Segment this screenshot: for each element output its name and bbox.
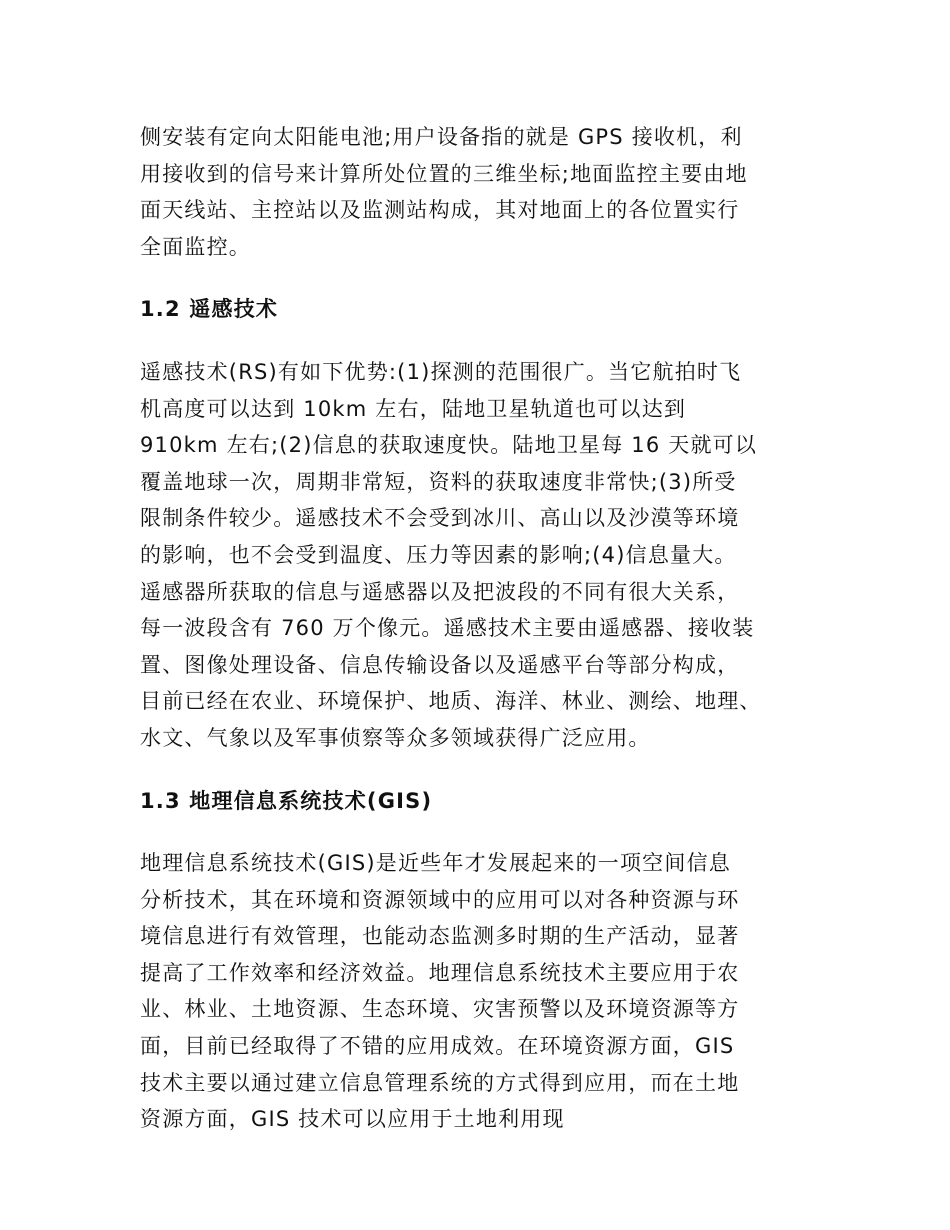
text-line: 覆盖地球一次，周期非常短，资料的获取速度非常快;(3)所受: [140, 469, 737, 494]
text-line: 技术主要以通过建立信息管理系统的方式得到应用，而在土地: [140, 1070, 740, 1095]
text-line: 置、图像处理设备、信息传输设备以及遥感平台等部分构成，: [140, 652, 740, 677]
text-line: 全面监控。: [140, 234, 251, 259]
text-line: 限制条件较少。遥感技术不会受到冰川、高山以及沙漠等环境: [140, 506, 740, 531]
spacer: [140, 328, 812, 354]
text-line: 遥感器所获取的信息与遥感器以及把波段的不同有很大关系，: [140, 579, 740, 604]
text-line: 的影响，也不会受到温度、压力等因素的影响;(4)信息量大。: [140, 542, 737, 567]
paragraph-gps-segments: [140, 119, 812, 265]
paragraph-remote-sensing: [140, 354, 812, 757]
section-heading-gis: 1.3 地理信息系统技术(GIS): [140, 788, 433, 813]
paragraph-gis: [140, 845, 812, 1138]
text-line: 分析技术，其在环境和资源领域中的应用可以对各种资源与环: [140, 887, 740, 912]
text-line: 用接收到的信号来计算所处位置的三维坐标;地面监控主要由地: [140, 161, 748, 186]
text-line: 机高度可以达到 10km 左右，陆地卫星轨道也可以达到: [140, 396, 687, 421]
text-line: 目前已经在农业、环境保护、地质、海洋、林业、测绘、地理、: [140, 689, 762, 714]
text-line: 水文、气象以及军事侦察等众多领域获得广泛应用。: [140, 725, 651, 750]
text-line: 业、林业、土地资源、生态环境、灾害预警以及环境资源等方: [140, 997, 740, 1022]
text-line: 境信息进行有效管理，也能动态监测多时期的生产活动，显著: [140, 924, 740, 949]
text-line: 910km 左右;(2)信息的获取速度快。陆地卫星每 16 天就可以: [140, 433, 758, 458]
spacer: [140, 757, 812, 783]
text-line: 地理信息系统技术(GIS)是近些年才发展起来的一项空间信息: [140, 851, 731, 876]
text-line: 遥感技术(RS)有如下优势:(1)探测的范围很广。当它航拍时飞: [140, 359, 742, 384]
text-line: 侧安装有定向太阳能电池;用户设备指的就是 GPS 接收机，利: [140, 125, 743, 149]
section-heading-remote-sensing: 1.2 遥感技术: [140, 297, 279, 322]
spacer: [140, 819, 812, 845]
text-line: 每一波段含有 760 万个像元。遥感技术主要由遥感器、接收装: [140, 616, 755, 641]
document-page: [140, 119, 812, 1138]
text-line: 面，目前已经取得了不错的应用成效。在环境资源方面，GIS: [140, 1034, 735, 1059]
text-line: 面天线站、主控站以及监测站构成，其对地面上的各位置实行: [140, 198, 740, 223]
spacer: [140, 265, 812, 291]
text-line: 提高了工作效率和经济效益。地理信息系统技术主要应用于农: [140, 960, 740, 985]
text-line: 资源方面，GIS 技术可以应用于土地利用现: [140, 1107, 565, 1132]
